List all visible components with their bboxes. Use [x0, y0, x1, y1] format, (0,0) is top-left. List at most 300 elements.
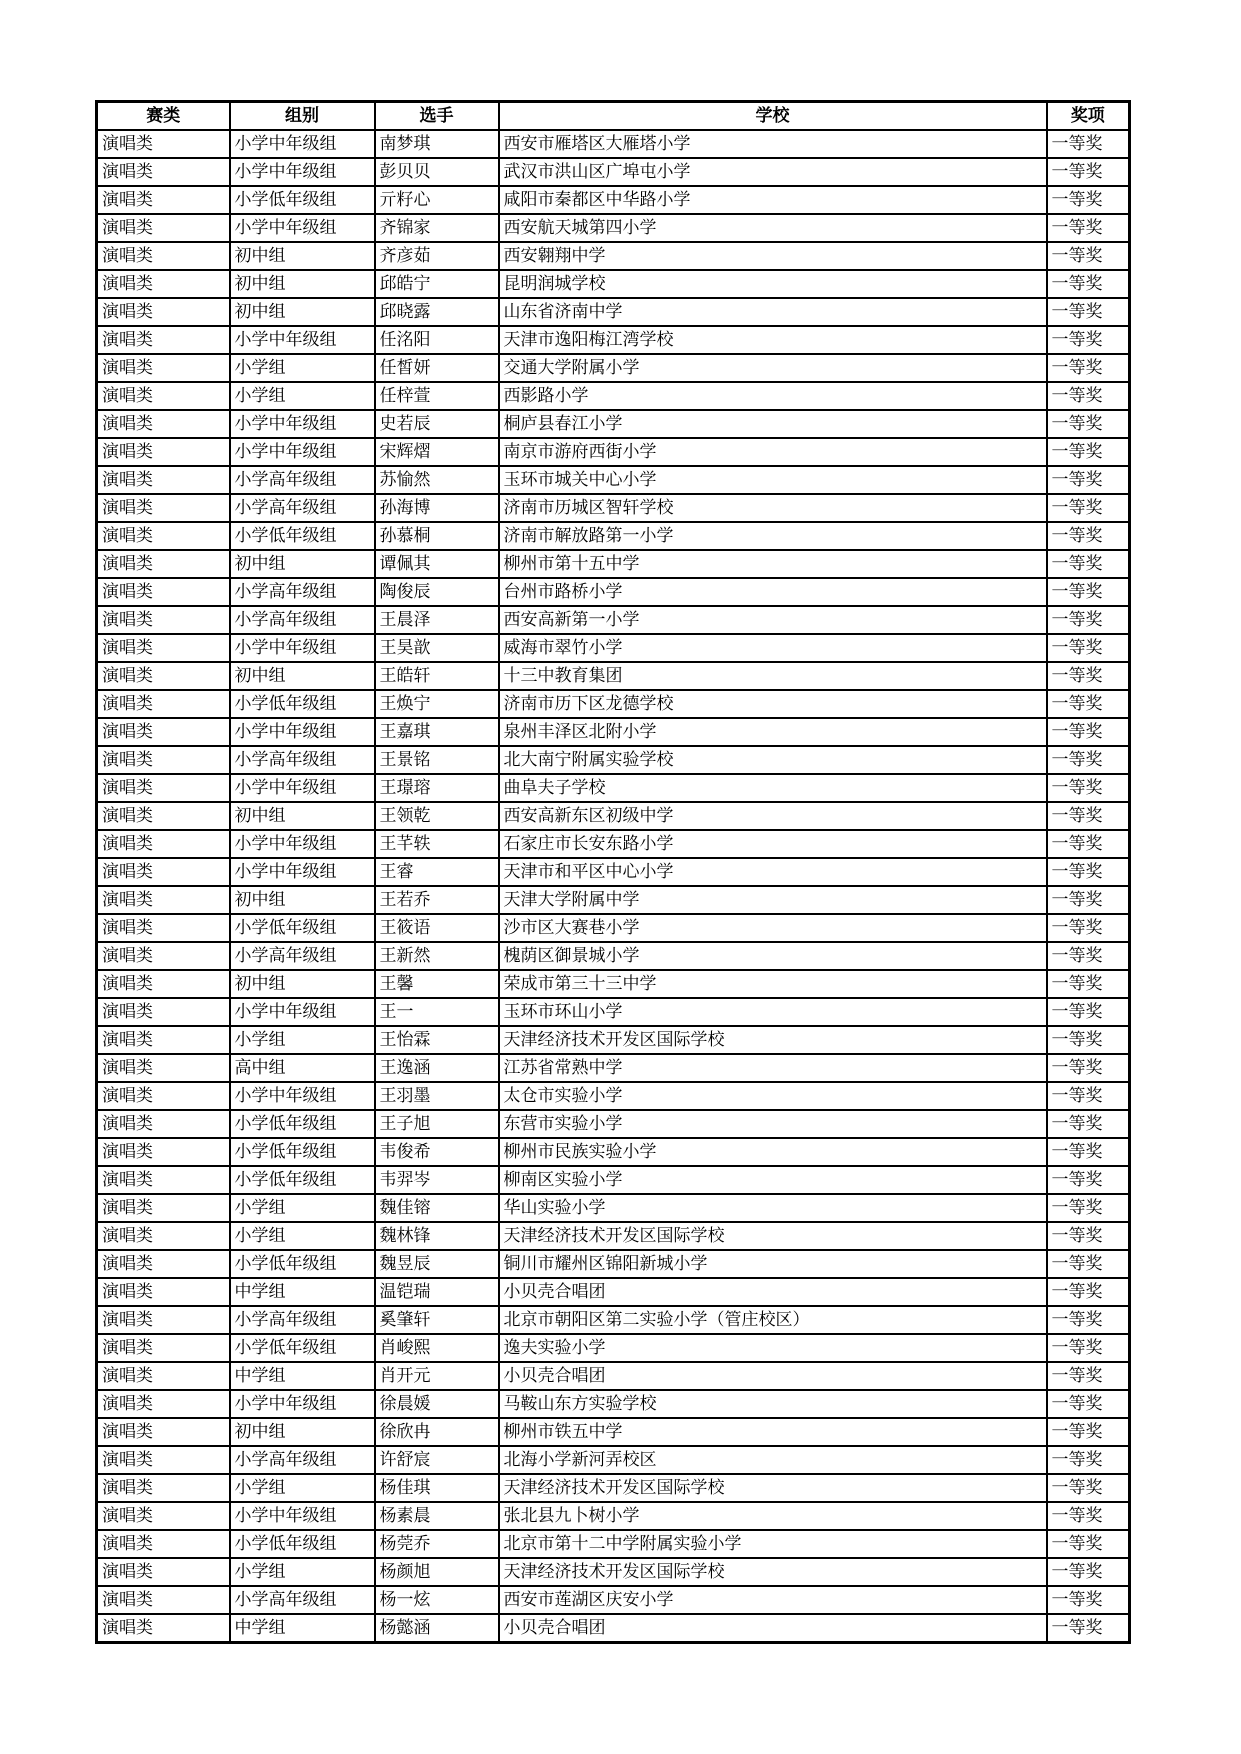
cell-group: 小学中年级组 [230, 634, 375, 662]
table-row [97, 130, 1130, 158]
column-header-contestant: 选手 [375, 102, 499, 131]
cell-group: 初中组 [230, 802, 375, 830]
cell-school: 北京市朝阳区第二实验小学（管庄校区） [499, 1306, 1047, 1334]
cell-category: 演唱类 [97, 130, 230, 158]
cell-group: 小学中年级组 [230, 774, 375, 802]
cell-category: 演唱类 [97, 382, 230, 410]
cell-group: 小学低年级组 [230, 522, 375, 550]
cell-award: 一等奖 [1047, 298, 1130, 326]
table-row [97, 1026, 1130, 1054]
cell-group: 小学中年级组 [230, 410, 375, 438]
table-header-row [97, 102, 1130, 131]
cell-award: 一等奖 [1047, 1446, 1130, 1474]
table-row [97, 1334, 1130, 1362]
cell-school: 马鞍山东方实验学校 [499, 1390, 1047, 1418]
cell-group: 小学低年级组 [230, 1138, 375, 1166]
cell-group: 小学中年级组 [230, 1390, 375, 1418]
cell-contestant: 王羽墨 [375, 1082, 499, 1110]
cell-school: 西安市莲湖区庆安小学 [499, 1586, 1047, 1614]
cell-contestant: 魏佳镕 [375, 1194, 499, 1222]
cell-contestant: 杨佳琪 [375, 1474, 499, 1502]
cell-category: 演唱类 [97, 550, 230, 578]
cell-school: 山东省济南中学 [499, 298, 1047, 326]
cell-school: 天津经济技术开发区国际学校 [499, 1026, 1047, 1054]
cell-contestant: 奚肇轩 [375, 1306, 499, 1334]
cell-group: 初中组 [230, 970, 375, 998]
cell-school: 济南市解放路第一小学 [499, 522, 1047, 550]
cell-group: 小学高年级组 [230, 578, 375, 606]
cell-category: 演唱类 [97, 242, 230, 270]
table-row [97, 1306, 1130, 1334]
table-row [97, 886, 1130, 914]
cell-category: 演唱类 [97, 1250, 230, 1278]
cell-contestant: 韦俊希 [375, 1138, 499, 1166]
cell-contestant: 杨素晨 [375, 1502, 499, 1530]
cell-category: 演唱类 [97, 1194, 230, 1222]
cell-award: 一等奖 [1047, 830, 1130, 858]
cell-group: 小学高年级组 [230, 1306, 375, 1334]
cell-group: 小学组 [230, 1222, 375, 1250]
column-header-school: 学校 [499, 102, 1047, 131]
cell-award: 一等奖 [1047, 1082, 1130, 1110]
cell-category: 演唱类 [97, 1054, 230, 1082]
cell-school: 东营市实验小学 [499, 1110, 1047, 1138]
cell-award: 一等奖 [1047, 1138, 1130, 1166]
cell-award: 一等奖 [1047, 1502, 1130, 1530]
cell-group: 初中组 [230, 1418, 375, 1446]
cell-category: 演唱类 [97, 494, 230, 522]
cell-award: 一等奖 [1047, 690, 1130, 718]
cell-school: 北海小学新河弄校区 [499, 1446, 1047, 1474]
cell-group: 小学中年级组 [230, 1502, 375, 1530]
cell-school: 泉州丰泽区北附小学 [499, 718, 1047, 746]
cell-group: 高中组 [230, 1054, 375, 1082]
cell-contestant: 王领乾 [375, 802, 499, 830]
table-row [97, 1474, 1130, 1502]
cell-contestant: 王皓轩 [375, 662, 499, 690]
table-row [97, 1530, 1130, 1558]
cell-category: 演唱类 [97, 186, 230, 214]
cell-award: 一等奖 [1047, 270, 1130, 298]
cell-category: 演唱类 [97, 410, 230, 438]
cell-award: 一等奖 [1047, 1362, 1130, 1390]
cell-group: 小学高年级组 [230, 466, 375, 494]
cell-school: 威海市翠竹小学 [499, 634, 1047, 662]
cell-school: 天津经济技术开发区国际学校 [499, 1222, 1047, 1250]
cell-contestant: 王芊轶 [375, 830, 499, 858]
cell-award: 一等奖 [1047, 1586, 1130, 1614]
cell-category: 演唱类 [97, 1110, 230, 1138]
cell-contestant: 王逸涵 [375, 1054, 499, 1082]
cell-award: 一等奖 [1047, 326, 1130, 354]
cell-contestant: 史若辰 [375, 410, 499, 438]
cell-category: 演唱类 [97, 1614, 230, 1643]
cell-award: 一等奖 [1047, 158, 1130, 186]
cell-group: 小学中年级组 [230, 1082, 375, 1110]
cell-group: 小学组 [230, 1558, 375, 1586]
table-row [97, 186, 1130, 214]
cell-contestant: 杨莞乔 [375, 1530, 499, 1558]
cell-group: 小学高年级组 [230, 746, 375, 774]
cell-award: 一等奖 [1047, 1194, 1130, 1222]
cell-category: 演唱类 [97, 970, 230, 998]
cell-school: 柳南区实验小学 [499, 1166, 1047, 1194]
table-row [97, 522, 1130, 550]
cell-contestant: 杨一炫 [375, 1586, 499, 1614]
cell-category: 演唱类 [97, 1334, 230, 1362]
cell-category: 演唱类 [97, 690, 230, 718]
cell-group: 小学低年级组 [230, 1166, 375, 1194]
cell-school: 槐荫区御景城小学 [499, 942, 1047, 970]
cell-school: 曲阜夫子学校 [499, 774, 1047, 802]
cell-group: 初中组 [230, 242, 375, 270]
cell-group: 小学低年级组 [230, 1334, 375, 1362]
cell-contestant: 王馨 [375, 970, 499, 998]
cell-school: 玉环市城关中心小学 [499, 466, 1047, 494]
table-row [97, 1110, 1130, 1138]
cell-award: 一等奖 [1047, 942, 1130, 970]
cell-group: 小学低年级组 [230, 690, 375, 718]
cell-category: 演唱类 [97, 1362, 230, 1390]
cell-award: 一等奖 [1047, 1530, 1130, 1558]
cell-contestant: 王景铭 [375, 746, 499, 774]
cell-school: 咸阳市秦都区中华路小学 [499, 186, 1047, 214]
cell-contestant: 南梦琪 [375, 130, 499, 158]
table-row [97, 746, 1130, 774]
cell-award: 一等奖 [1047, 1614, 1130, 1643]
cell-category: 演唱类 [97, 858, 230, 886]
table-row [97, 466, 1130, 494]
cell-category: 演唱类 [97, 1586, 230, 1614]
cell-contestant: 孙海博 [375, 494, 499, 522]
cell-award: 一等奖 [1047, 970, 1130, 998]
table-row [97, 298, 1130, 326]
cell-group: 小学中年级组 [230, 214, 375, 242]
cell-award: 一等奖 [1047, 746, 1130, 774]
cell-contestant: 王昊歆 [375, 634, 499, 662]
cell-contestant: 杨懿涵 [375, 1614, 499, 1643]
cell-group: 小学中年级组 [230, 158, 375, 186]
table-row [97, 158, 1130, 186]
cell-contestant: 韦羿岑 [375, 1166, 499, 1194]
table-row [97, 1278, 1130, 1306]
cell-category: 演唱类 [97, 1306, 230, 1334]
cell-contestant: 王焕宁 [375, 690, 499, 718]
table-row [97, 410, 1130, 438]
cell-category: 演唱类 [97, 354, 230, 382]
table-row [97, 858, 1130, 886]
table-row [97, 1138, 1130, 1166]
cell-award: 一等奖 [1047, 410, 1130, 438]
cell-award: 一等奖 [1047, 578, 1130, 606]
table-row [97, 1614, 1130, 1643]
cell-group: 中学组 [230, 1614, 375, 1643]
table-row [97, 1558, 1130, 1586]
cell-school: 张北县九卜树小学 [499, 1502, 1047, 1530]
cell-category: 演唱类 [97, 830, 230, 858]
cell-school: 柳州市铁五中学 [499, 1418, 1047, 1446]
cell-school: 天津市逸阳梅江湾学校 [499, 326, 1047, 354]
cell-category: 演唱类 [97, 886, 230, 914]
cell-group: 小学组 [230, 382, 375, 410]
cell-school: 武汉市洪山区广埠屯小学 [499, 158, 1047, 186]
cell-school: 西影路小学 [499, 382, 1047, 410]
cell-category: 演唱类 [97, 270, 230, 298]
cell-school: 西安高新第一小学 [499, 606, 1047, 634]
cell-award: 一等奖 [1047, 774, 1130, 802]
cell-category: 演唱类 [97, 1278, 230, 1306]
cell-award: 一等奖 [1047, 130, 1130, 158]
cell-contestant: 王一 [375, 998, 499, 1026]
cell-school: 逸夫实验小学 [499, 1334, 1047, 1362]
cell-category: 演唱类 [97, 1558, 230, 1586]
cell-award: 一等奖 [1047, 662, 1130, 690]
cell-group: 小学高年级组 [230, 1586, 375, 1614]
cell-school: 铜川市耀州区锦阳新城小学 [499, 1250, 1047, 1278]
cell-category: 演唱类 [97, 1474, 230, 1502]
table-row [97, 634, 1130, 662]
cell-category: 演唱类 [97, 606, 230, 634]
table-row [97, 774, 1130, 802]
table-row [97, 606, 1130, 634]
cell-award: 一等奖 [1047, 858, 1130, 886]
cell-contestant: 齐彦茹 [375, 242, 499, 270]
cell-group: 小学中年级组 [230, 326, 375, 354]
cell-award: 一等奖 [1047, 1110, 1130, 1138]
cell-group: 小学低年级组 [230, 914, 375, 942]
cell-contestant: 任洺阳 [375, 326, 499, 354]
cell-award: 一等奖 [1047, 522, 1130, 550]
table-row [97, 438, 1130, 466]
cell-contestant: 肖峻熙 [375, 1334, 499, 1362]
cell-school: 江苏省常熟中学 [499, 1054, 1047, 1082]
cell-award: 一等奖 [1047, 1026, 1130, 1054]
cell-category: 演唱类 [97, 522, 230, 550]
cell-contestant: 王若乔 [375, 886, 499, 914]
cell-school: 小贝壳合唱团 [499, 1362, 1047, 1390]
cell-contestant: 魏昱辰 [375, 1250, 499, 1278]
cell-contestant: 邱晓露 [375, 298, 499, 326]
cell-group: 小学低年级组 [230, 1530, 375, 1558]
table-row [97, 718, 1130, 746]
cell-group: 初中组 [230, 550, 375, 578]
cell-group: 小学中年级组 [230, 718, 375, 746]
cell-category: 演唱类 [97, 718, 230, 746]
cell-school: 交通大学附属小学 [499, 354, 1047, 382]
table-row [97, 1082, 1130, 1110]
cell-contestant: 杨颜旭 [375, 1558, 499, 1586]
cell-contestant: 徐晨媛 [375, 1390, 499, 1418]
cell-award: 一等奖 [1047, 1558, 1130, 1586]
cell-group: 初中组 [230, 270, 375, 298]
cell-school: 西安市雁塔区大雁塔小学 [499, 130, 1047, 158]
cell-school: 柳州市第十五中学 [499, 550, 1047, 578]
cell-school: 天津市和平区中心小学 [499, 858, 1047, 886]
table-row [97, 830, 1130, 858]
table-row [97, 942, 1130, 970]
column-header-group: 组别 [230, 102, 375, 131]
cell-contestant: 陶俊辰 [375, 578, 499, 606]
table-row [97, 914, 1130, 942]
results-table [95, 100, 1131, 1644]
table-row [97, 1250, 1130, 1278]
cell-category: 演唱类 [97, 298, 230, 326]
column-header-award: 奖项 [1047, 102, 1130, 131]
cell-category: 演唱类 [97, 578, 230, 606]
cell-award: 一等奖 [1047, 382, 1130, 410]
cell-award: 一等奖 [1047, 214, 1130, 242]
cell-group: 小学高年级组 [230, 1446, 375, 1474]
cell-category: 演唱类 [97, 1390, 230, 1418]
table-row [97, 1054, 1130, 1082]
cell-category: 演唱类 [97, 802, 230, 830]
cell-group: 小学高年级组 [230, 606, 375, 634]
cell-school: 天津经济技术开发区国际学校 [499, 1474, 1047, 1502]
cell-school: 北大南宁附属实验学校 [499, 746, 1047, 774]
table-row [97, 270, 1130, 298]
cell-group: 小学低年级组 [230, 186, 375, 214]
cell-school: 十三中教育集团 [499, 662, 1047, 690]
cell-category: 演唱类 [97, 1138, 230, 1166]
cell-school: 太仓市实验小学 [499, 1082, 1047, 1110]
column-header-category: 赛类 [97, 102, 230, 131]
cell-award: 一等奖 [1047, 1166, 1130, 1194]
cell-contestant: 邱皓宁 [375, 270, 499, 298]
cell-award: 一等奖 [1047, 494, 1130, 522]
table-row [97, 1194, 1130, 1222]
cell-group: 小学中年级组 [230, 130, 375, 158]
table-row [97, 550, 1130, 578]
cell-award: 一等奖 [1047, 1306, 1130, 1334]
cell-contestant: 许舒宸 [375, 1446, 499, 1474]
cell-category: 演唱类 [97, 914, 230, 942]
cell-contestant: 肖开元 [375, 1362, 499, 1390]
table-row [97, 690, 1130, 718]
cell-award: 一等奖 [1047, 1054, 1130, 1082]
cell-group: 小学组 [230, 1194, 375, 1222]
table-row [97, 1362, 1130, 1390]
table-row [97, 578, 1130, 606]
cell-category: 演唱类 [97, 214, 230, 242]
cell-school: 北京市第十二中学附属实验小学 [499, 1530, 1047, 1558]
cell-contestant: 王子旭 [375, 1110, 499, 1138]
cell-award: 一等奖 [1047, 998, 1130, 1026]
cell-school: 柳州市民族实验小学 [499, 1138, 1047, 1166]
table-row [97, 1586, 1130, 1614]
cell-school: 西安航天城第四小学 [499, 214, 1047, 242]
cell-contestant: 王晨泽 [375, 606, 499, 634]
cell-contestant: 齐锦家 [375, 214, 499, 242]
cell-award: 一等奖 [1047, 802, 1130, 830]
table-row [97, 662, 1130, 690]
cell-contestant: 王嘉琪 [375, 718, 499, 746]
table-row [97, 242, 1130, 270]
cell-category: 演唱类 [97, 998, 230, 1026]
cell-school: 小贝壳合唱团 [499, 1278, 1047, 1306]
cell-group: 小学中年级组 [230, 998, 375, 1026]
cell-category: 演唱类 [97, 1446, 230, 1474]
cell-group: 中学组 [230, 1278, 375, 1306]
cell-category: 演唱类 [97, 1502, 230, 1530]
cell-category: 演唱类 [97, 438, 230, 466]
cell-award: 一等奖 [1047, 1250, 1130, 1278]
table-body [97, 130, 1130, 1643]
cell-contestant: 亓籽心 [375, 186, 499, 214]
cell-award: 一等奖 [1047, 1222, 1130, 1250]
cell-group: 中学组 [230, 1362, 375, 1390]
cell-award: 一等奖 [1047, 354, 1130, 382]
cell-contestant: 徐欣冉 [375, 1418, 499, 1446]
table-row [97, 1446, 1130, 1474]
cell-award: 一等奖 [1047, 606, 1130, 634]
cell-category: 演唱类 [97, 1222, 230, 1250]
cell-award: 一等奖 [1047, 438, 1130, 466]
table-row [97, 214, 1130, 242]
cell-category: 演唱类 [97, 1530, 230, 1558]
cell-group: 小学中年级组 [230, 858, 375, 886]
cell-category: 演唱类 [97, 158, 230, 186]
cell-category: 演唱类 [97, 1166, 230, 1194]
cell-group: 初中组 [230, 886, 375, 914]
cell-award: 一等奖 [1047, 242, 1130, 270]
cell-school: 玉环市环山小学 [499, 998, 1047, 1026]
cell-school: 华山实验小学 [499, 1194, 1047, 1222]
cell-school: 台州市路桥小学 [499, 578, 1047, 606]
cell-contestant: 孙慕桐 [375, 522, 499, 550]
cell-category: 演唱类 [97, 662, 230, 690]
cell-school: 荣成市第三十三中学 [499, 970, 1047, 998]
cell-contestant: 王睿 [375, 858, 499, 886]
cell-award: 一等奖 [1047, 1390, 1130, 1418]
cell-school: 西安高新东区初级中学 [499, 802, 1047, 830]
cell-category: 演唱类 [97, 326, 230, 354]
table-row [97, 1166, 1130, 1194]
cell-award: 一等奖 [1047, 1334, 1130, 1362]
cell-school: 桐庐县春江小学 [499, 410, 1047, 438]
table-row [97, 326, 1130, 354]
cell-contestant: 王筱语 [375, 914, 499, 942]
cell-group: 小学组 [230, 354, 375, 382]
cell-category: 演唱类 [97, 634, 230, 662]
cell-award: 一等奖 [1047, 886, 1130, 914]
cell-category: 演唱类 [97, 1082, 230, 1110]
table-row [97, 494, 1130, 522]
cell-contestant: 任皙妍 [375, 354, 499, 382]
cell-school: 济南市历城区智轩学校 [499, 494, 1047, 522]
table-row [97, 1502, 1130, 1530]
cell-award: 一等奖 [1047, 466, 1130, 494]
table-row [97, 1418, 1130, 1446]
cell-award: 一等奖 [1047, 718, 1130, 746]
cell-contestant: 宋辉熠 [375, 438, 499, 466]
cell-award: 一等奖 [1047, 634, 1130, 662]
cell-school: 济南市历下区龙德学校 [499, 690, 1047, 718]
cell-school: 昆明润城学校 [499, 270, 1047, 298]
cell-award: 一等奖 [1047, 1474, 1130, 1502]
cell-school: 天津经济技术开发区国际学校 [499, 1558, 1047, 1586]
cell-group: 小学组 [230, 1026, 375, 1054]
cell-contestant: 苏愉然 [375, 466, 499, 494]
table-row [97, 970, 1130, 998]
cell-award: 一等奖 [1047, 186, 1130, 214]
cell-contestant: 王新然 [375, 942, 499, 970]
table-row [97, 354, 1130, 382]
cell-contestant: 谭佩其 [375, 550, 499, 578]
cell-category: 演唱类 [97, 1026, 230, 1054]
cell-school: 天津大学附属中学 [499, 886, 1047, 914]
cell-group: 初中组 [230, 298, 375, 326]
table-row [97, 1390, 1130, 1418]
